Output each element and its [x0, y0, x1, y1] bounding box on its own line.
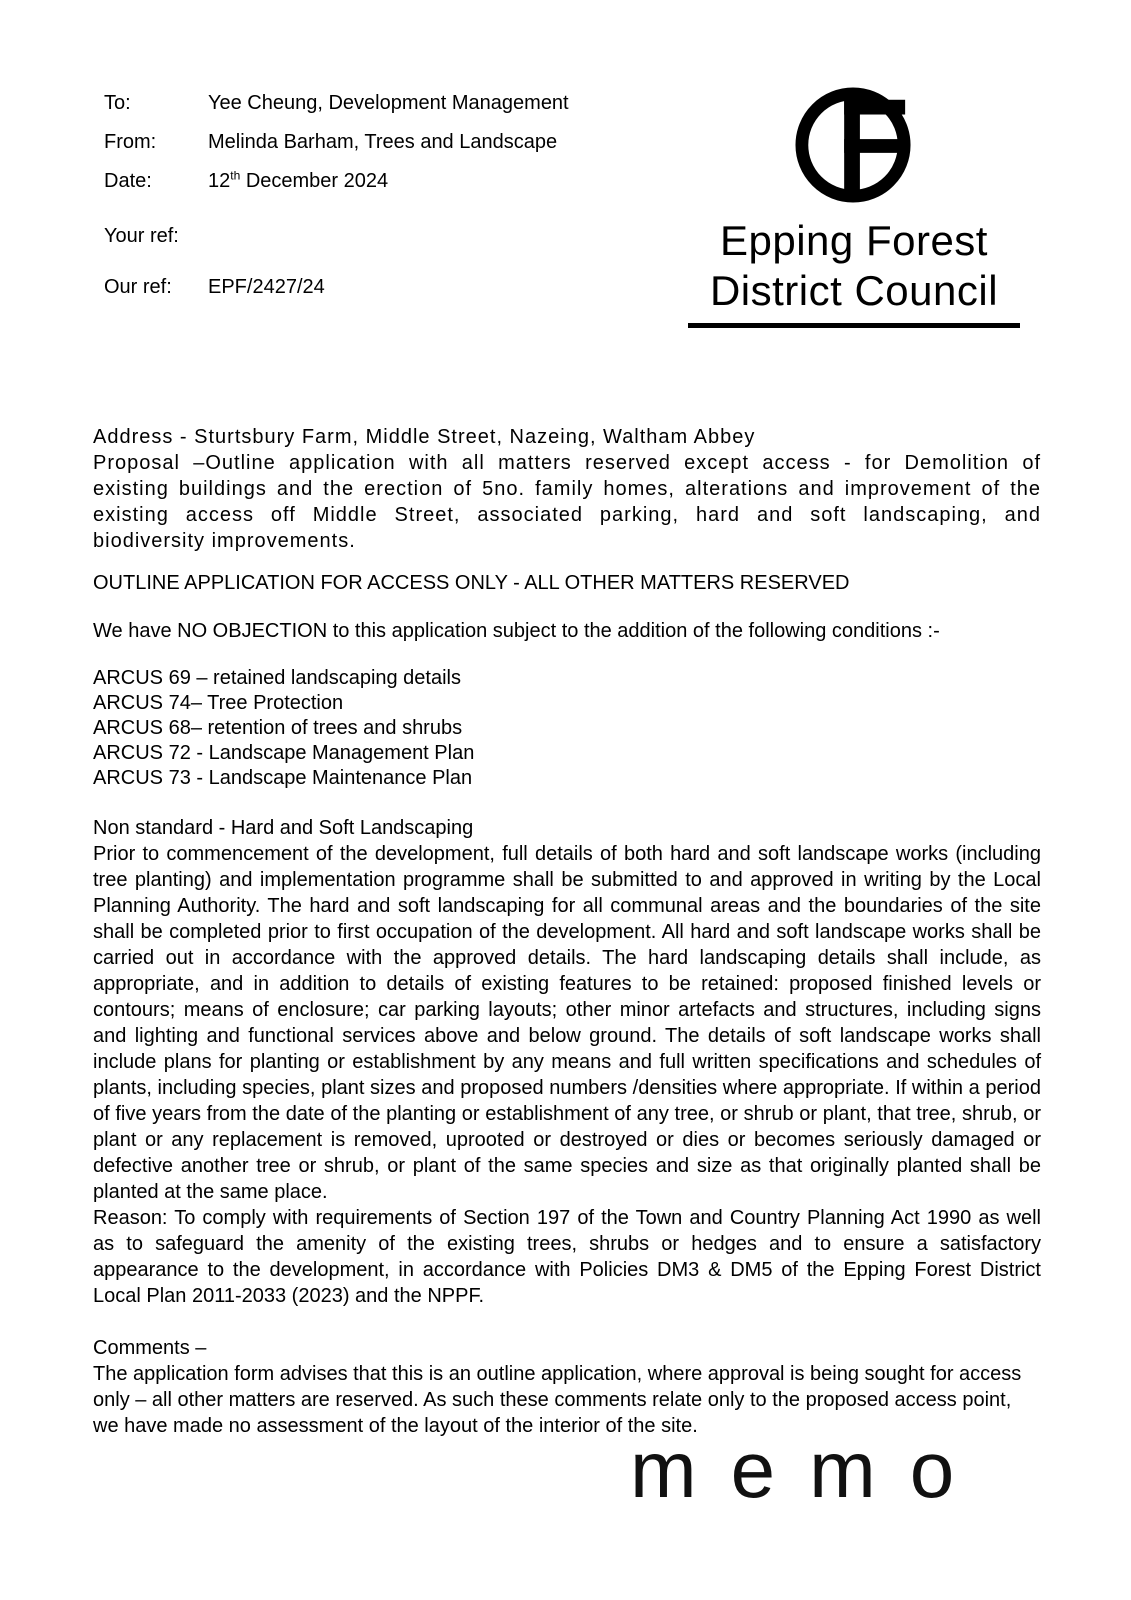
no-objection-line: We have NO OBJECTION to this application subject to the addition of the following conditions :-	[93, 620, 940, 642]
comments-heading: Comments –	[93, 1337, 207, 1359]
council-logo	[688, 86, 1020, 328]
logo-line-2: District Council	[709, 267, 999, 314]
from-label: From:	[104, 131, 157, 153]
date-row	[104, 170, 569, 192]
landscaping-paragraph: Prior to commencement of the development, full details of both hard and soft landscape works (including tree planting) and implementation programme shall be submitted to and approved in writing by the Local Planning Authority. The hard and soft landscaping for all communal areas and the boundaries of the site shall be completed prior to first occupation of the development. All hard and soft landscape works shall be carried out in accordance with the approved details. The hard landscaping details shall include, as appropriate, and in addition to details of existing features to be retained: proposed finished levels or contours; means of enclosure; car parking layouts; other minor artefacts and structures, including signs and lighting and functional services above and below ground. The details of soft landscape works shall include plans for planting or establishment by any means and full written specifications and schedules of plants, including species, plant sizes and proposed numbers /densities where appropriate. If within a period of five years from the date of the planting or establishment of any tree, or shrub or plant, that tree, shrub, or plant or any replacement is removed, uprooted or destroyed or dies or becomes seriously damaged or defective another tree or shrub, or plant of the same species and size as that originally planted shall be planted at the same place.	[93, 843, 1041, 1203]
condition-item: ARCUS 69 – retained landscaping details	[93, 667, 461, 689]
proposal-paragraph: Proposal –Outline application with all matters reserved except access - for Demolition of existing buildings and the erection of 5no. family homes, alterations and improvement of the existing access off Middle Street, associated parking, hard and soft landscaping, and biodiversity improvements.	[93, 452, 1041, 552]
logo-line-1: Epping Forest	[720, 217, 988, 264]
reason-paragraph: Reason: To comply with requirements of Section 197 of the Town and Country Planning Act 1990 as well as to safeguard the amenity of the existing trees, shrubs or hedges and to ensure a satisfactory appearance to the development, in accordance with Policies DM3 & DM5 of the Epping Forest District Local Plan 2011-2033 (2023) and the NPPF.	[93, 1207, 1041, 1307]
date-value	[208, 170, 388, 192]
memo-header	[104, 92, 569, 298]
date-label: Date:	[104, 170, 152, 192]
our-ref-label: Our ref:	[104, 276, 172, 298]
our-ref-row	[104, 276, 569, 298]
date-rest: December 2024	[245, 170, 389, 192]
to-value: Yee Cheung, Development Management	[208, 92, 569, 114]
comments-paragraph: The application form advises that this is an outline application, where approval is being sought for access only – all other matters are reserved. As such these comments relate only to the proposed access point, we have made no assessment of the layout of the interior of the site.	[93, 1363, 1022, 1437]
outline-heading: OUTLINE APPLICATION FOR ACCESS ONLY - ALL OTHER MATTERS RESERVED	[93, 572, 850, 594]
to-label: To:	[104, 92, 131, 114]
your-ref-label: Your ref:	[104, 225, 179, 247]
to-row	[104, 92, 569, 114]
from-value: Melinda Barham, Trees and Landscape	[208, 131, 558, 153]
non-standard-heading: Non standard - Hard and Soft Landscaping	[93, 817, 474, 839]
condition-item: ARCUS 74– Tree Protection	[93, 692, 344, 714]
from-row	[104, 131, 569, 153]
condition-item: ARCUS 73 - Landscape Maintenance Plan	[93, 767, 473, 789]
our-ref-value: EPF/2427/24	[208, 276, 325, 298]
ef-monogram-icon	[795, 86, 913, 204]
memo-body	[93, 424, 1041, 1439]
address-line: Address - Sturtsbury Farm, Middle Street, Nazeing, Waltham Abbey	[93, 426, 756, 448]
conditions-list	[93, 666, 1041, 791]
date-ordinal: th	[230, 168, 241, 183]
condition-item: ARCUS 68– retention of trees and shrubs	[93, 717, 463, 739]
logo-underline	[688, 323, 1020, 328]
memo-wordmark: memo	[630, 1425, 989, 1514]
date-day: 12	[208, 170, 231, 192]
your-ref-row	[104, 225, 569, 247]
condition-item: ARCUS 72 - Landscape Management Plan	[93, 742, 475, 764]
